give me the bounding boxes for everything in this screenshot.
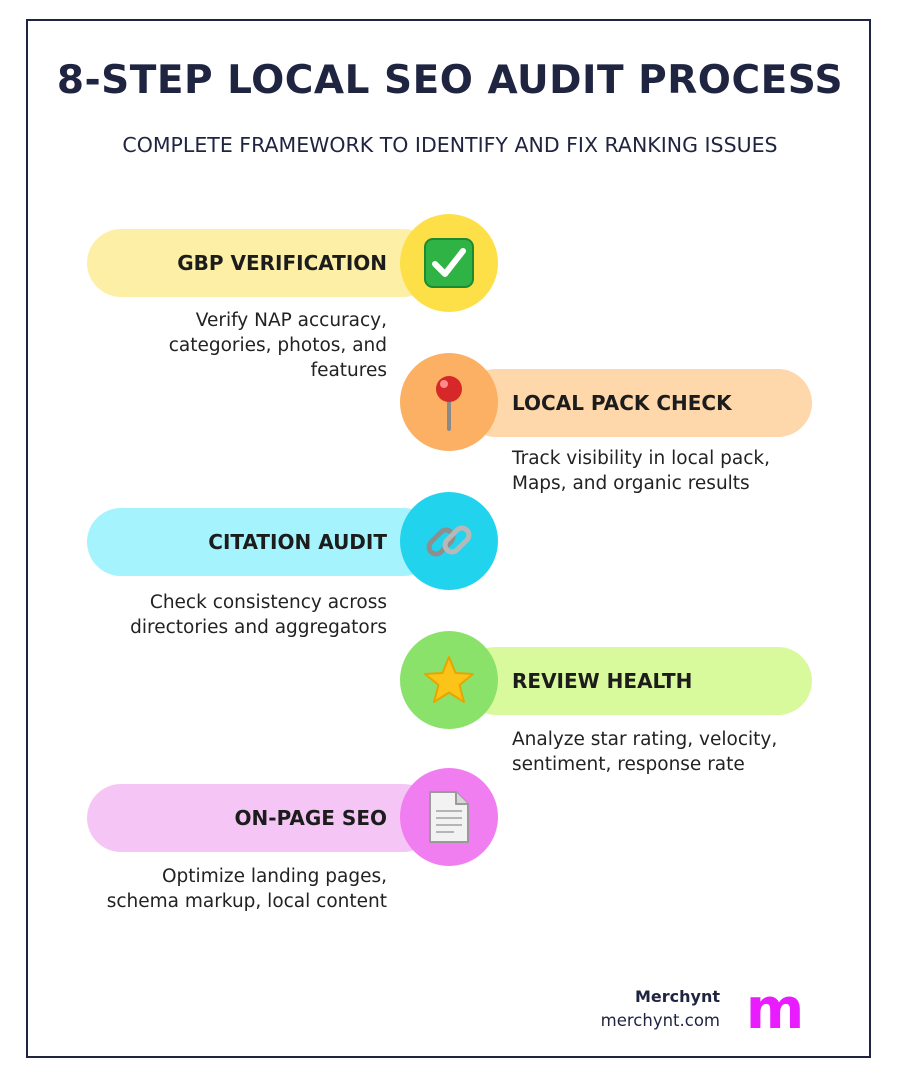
step-2-line-2: Maps, and organic results bbox=[512, 473, 750, 494]
step-3-label: CITATION AUDIT bbox=[208, 530, 387, 554]
step-2-circle bbox=[400, 353, 498, 451]
merchynt-logo-icon bbox=[743, 990, 807, 1030]
step-4-line-2: sentiment, response rate bbox=[512, 754, 745, 775]
step-1-line-2: categories, photos, and bbox=[168, 335, 387, 356]
step-4-description bbox=[512, 727, 812, 777]
logo-letter: m bbox=[745, 990, 805, 1030]
check-mark-icon bbox=[423, 237, 475, 289]
star-icon bbox=[422, 654, 476, 706]
step-5-circle bbox=[400, 768, 498, 866]
step-3-circle bbox=[400, 492, 498, 590]
step-1-label: GBP VERIFICATION bbox=[177, 251, 387, 275]
step-3-pill bbox=[87, 508, 437, 576]
footer-brand-name: Merchynt bbox=[634, 987, 720, 1006]
step-3-line-1: Check consistency across bbox=[149, 592, 387, 613]
step-4-line-1: Analyze star rating, velocity, bbox=[512, 729, 778, 750]
step-5-pill bbox=[87, 784, 437, 852]
step-4-circle bbox=[400, 631, 498, 729]
step-1-circle bbox=[400, 214, 498, 312]
step-2-line-1: Track visibility in local pack, bbox=[512, 448, 770, 469]
step-3-description bbox=[87, 590, 387, 640]
link-icon bbox=[421, 513, 477, 569]
step-5-label: ON-PAGE SEO bbox=[234, 806, 387, 830]
step-4-label: REVIEW HEALTH bbox=[512, 669, 693, 693]
step-1-line-3: features bbox=[310, 360, 387, 381]
document-icon bbox=[426, 789, 472, 845]
step-5-description bbox=[87, 864, 387, 914]
step-5-line-2: schema markup, local content bbox=[106, 891, 387, 912]
step-2-label: LOCAL PACK CHECK bbox=[512, 391, 732, 415]
footer-url: merchynt.com bbox=[600, 1011, 720, 1030]
step-1-description bbox=[87, 308, 387, 383]
step-4-pill bbox=[462, 647, 812, 715]
step-1-pill bbox=[87, 229, 437, 297]
step-3-line-2: directories and aggregators bbox=[130, 617, 387, 638]
page-subtitle: COMPLETE FRAMEWORK TO IDENTIFY AND FIX RANKING ISSUES bbox=[122, 133, 778, 157]
pushpin-icon bbox=[424, 373, 474, 431]
step-1-line-1: Verify NAP accuracy, bbox=[195, 310, 387, 331]
step-5-line-1: Optimize landing pages, bbox=[162, 866, 387, 887]
page-title: 8-STEP LOCAL SEO AUDIT PROCESS bbox=[56, 58, 844, 103]
step-2-pill bbox=[462, 369, 812, 437]
step-2-description bbox=[512, 446, 812, 496]
